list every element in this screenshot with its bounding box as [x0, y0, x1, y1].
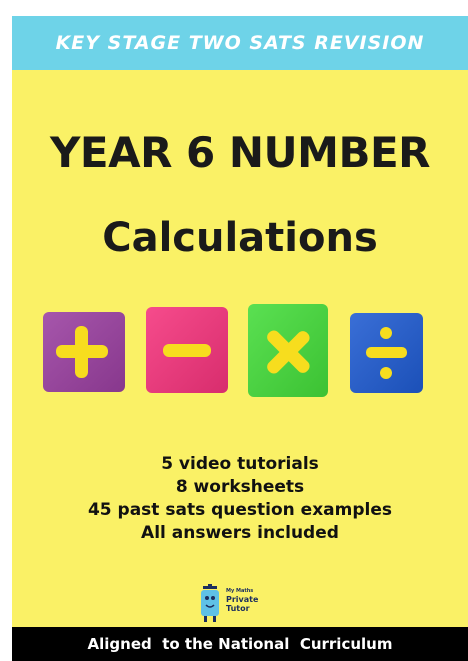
- logo-line-1: My Maths: [226, 588, 254, 594]
- list-item: 8 worksheets: [175, 477, 305, 497]
- operation-tiles: [12, 16, 468, 661]
- logo-line-3: Tutor: [226, 604, 250, 613]
- tutor-mascot-icon: [199, 584, 223, 624]
- list-item: 45 past sats question examples: [87, 500, 393, 520]
- logo-line-2: Private: [226, 595, 259, 604]
- page-title: YEAR 6 NUMBER: [49, 128, 430, 177]
- minus-tile: [146, 307, 228, 393]
- cover-page: [12, 16, 468, 661]
- list-item: All answers included: [141, 523, 339, 543]
- private-tutor-logo: [199, 584, 279, 624]
- banner-text: KEY STAGE TWO SATS REVISION: [55, 32, 425, 54]
- page-subtitle: Calculations: [102, 215, 378, 261]
- list-item: 5 video tutorials: [161, 454, 319, 474]
- minus-icon: [163, 344, 211, 357]
- divide-tile: [350, 313, 423, 393]
- footer-banner: [12, 627, 468, 661]
- footer-text: Aligned to the National Curriculum: [87, 635, 393, 653]
- feature-list: [12, 453, 468, 545]
- plus-tile: [43, 312, 125, 392]
- multiply-tile: [248, 304, 328, 397]
